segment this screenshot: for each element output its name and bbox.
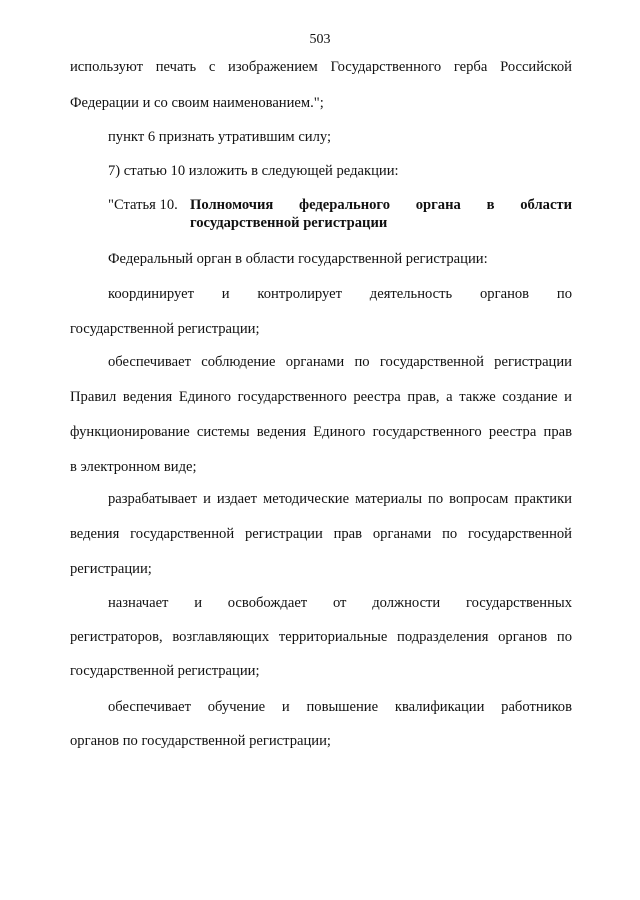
text-line: используют печать с изображением Государственного герба Российской [70,59,572,75]
text-line: государственной регистрации; [70,663,260,679]
text-line: координирует и контролирует деятельность органов по [108,286,572,302]
text-line: функционирование системы ведения Единого государственного реестра прав [70,424,572,440]
text-line: регистраторов, возглавляющих территориальные подразделения органов по [70,629,572,645]
text-line: ведения государственной регистрации прав органами по государственной [70,526,572,542]
text-line: обеспечивает обучение и повышение квалификации работников [108,699,572,715]
text-line: 7) статью 10 изложить в следующей редакции: [108,163,399,179]
text-line: назначает и освобождает от должности государственных [108,595,572,611]
text-line: регистрации; [70,561,152,577]
text-line: пункт 6 признать утратившим силу; [108,129,332,145]
text-line: государственной регистрации; [70,321,260,337]
text-line: разрабатывает и издает методические материалы по вопросам практики [108,491,572,507]
text-line: органов по государственной регистрации; [70,733,331,749]
text-line: обеспечивает соблюдение органами по государственной регистрации [108,354,572,370]
article-number: "Статья 10. [108,197,178,213]
article-title: государственной регистрации [190,215,388,231]
text-line: Федеральный орган в области государственной регистрации: [108,251,488,267]
text-line: Правил ведения Единого государственного реестра прав, а также создание и [70,389,572,405]
article-title: Полномочия федерального органа в области [190,197,572,213]
text-line: в электронном виде; [70,459,197,475]
page-number: 503 [309,32,331,47]
text-line: Федерации и со своим наименованием."; [70,95,324,111]
